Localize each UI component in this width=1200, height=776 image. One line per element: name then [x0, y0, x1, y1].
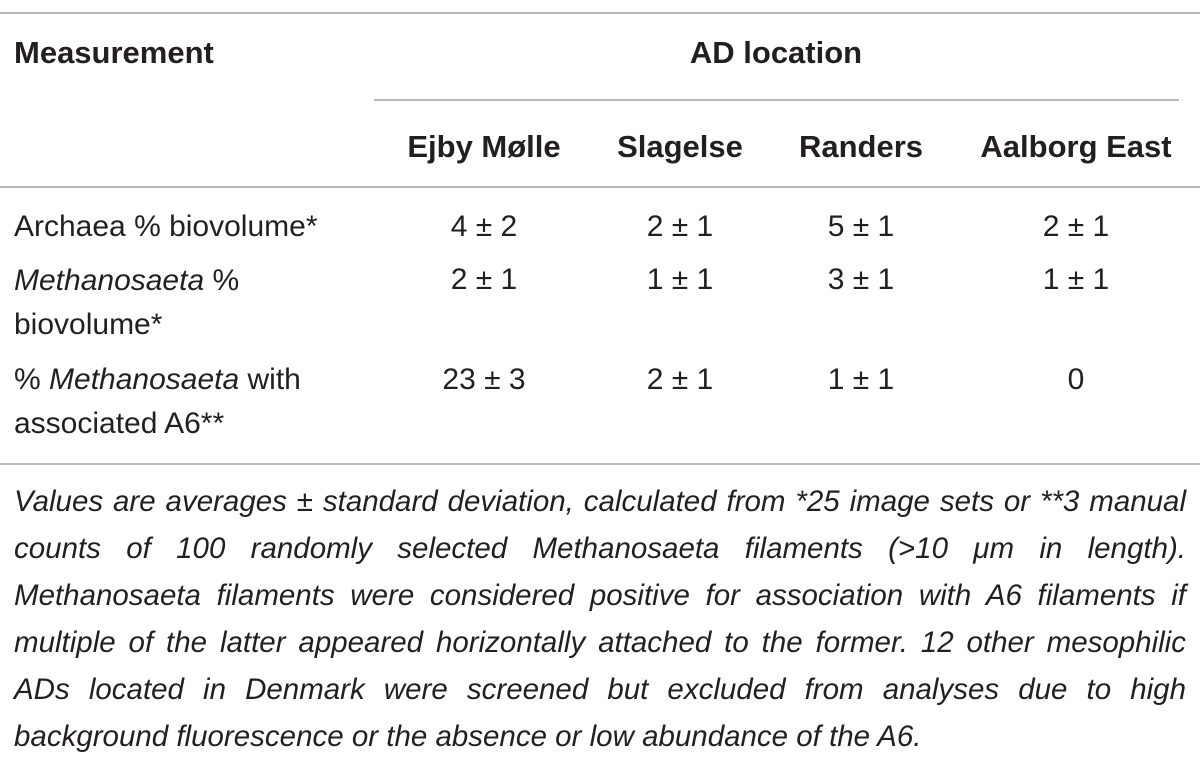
row-label — [14, 212, 318, 242]
column-header: Ejby Mølle — [407, 129, 561, 164]
column-header: Aalborg East — [980, 129, 1172, 164]
table-footnote: Values are averages ± standard deviation, calculated from *25 image sets or **3 manual counts of 100 randomly selected Methanosaeta filaments (>10 μm in length). Methanosaeta filaments were considered positive for association with A6 filaments if multiple of the latter appeared horizontally attached to the former. 12 other mesophilic ADs located in Denmark were screened but excluded from analyses due to high background fluorescence or the absence or low abundance of the A6. — [14, 485, 1186, 753]
table-cell: 5 ± 1 — [827, 210, 895, 243]
row-label-text: with — [239, 363, 301, 396]
ad-location-header: AD location — [689, 35, 863, 70]
table-cell: 1 ± 1 — [827, 363, 895, 396]
column-header: Slagelse — [617, 129, 743, 164]
table-cell: 0 — [1067, 363, 1085, 396]
table-cell: 2 ± 1 — [450, 263, 518, 296]
measurement-header: Measurement — [14, 35, 214, 70]
table-cell: 4 ± 2 — [450, 210, 518, 243]
table-cell: 2 ± 1 — [646, 363, 714, 396]
header-body-rule — [0, 186, 1200, 188]
table-cell: 23 ± 3 — [442, 363, 526, 396]
table-top-rule — [0, 12, 1200, 14]
row-label-text: biovolume* — [14, 308, 163, 341]
row-label-text: % — [14, 363, 50, 396]
group-header-rule — [374, 99, 1179, 101]
table-cell: 2 ± 1 — [1042, 210, 1110, 243]
row-label-text: Archaea % biovolume* — [14, 210, 318, 243]
table-bottom-rule — [0, 463, 1200, 465]
row-label-text: % — [204, 264, 240, 297]
table-cell: 1 ± 1 — [1042, 263, 1110, 296]
row-label-text: associated A6** — [14, 407, 225, 440]
row-label-text: Methanosaeta — [14, 264, 205, 297]
row-label — [14, 358, 354, 446]
row-label — [14, 259, 354, 347]
row-label-text: Methanosaeta — [49, 363, 240, 396]
column-header: Randers — [798, 129, 924, 164]
table-cell: 2 ± 1 — [646, 210, 714, 243]
table-cell: 1 ± 1 — [646, 263, 714, 296]
table-cell: 3 ± 1 — [827, 263, 895, 296]
